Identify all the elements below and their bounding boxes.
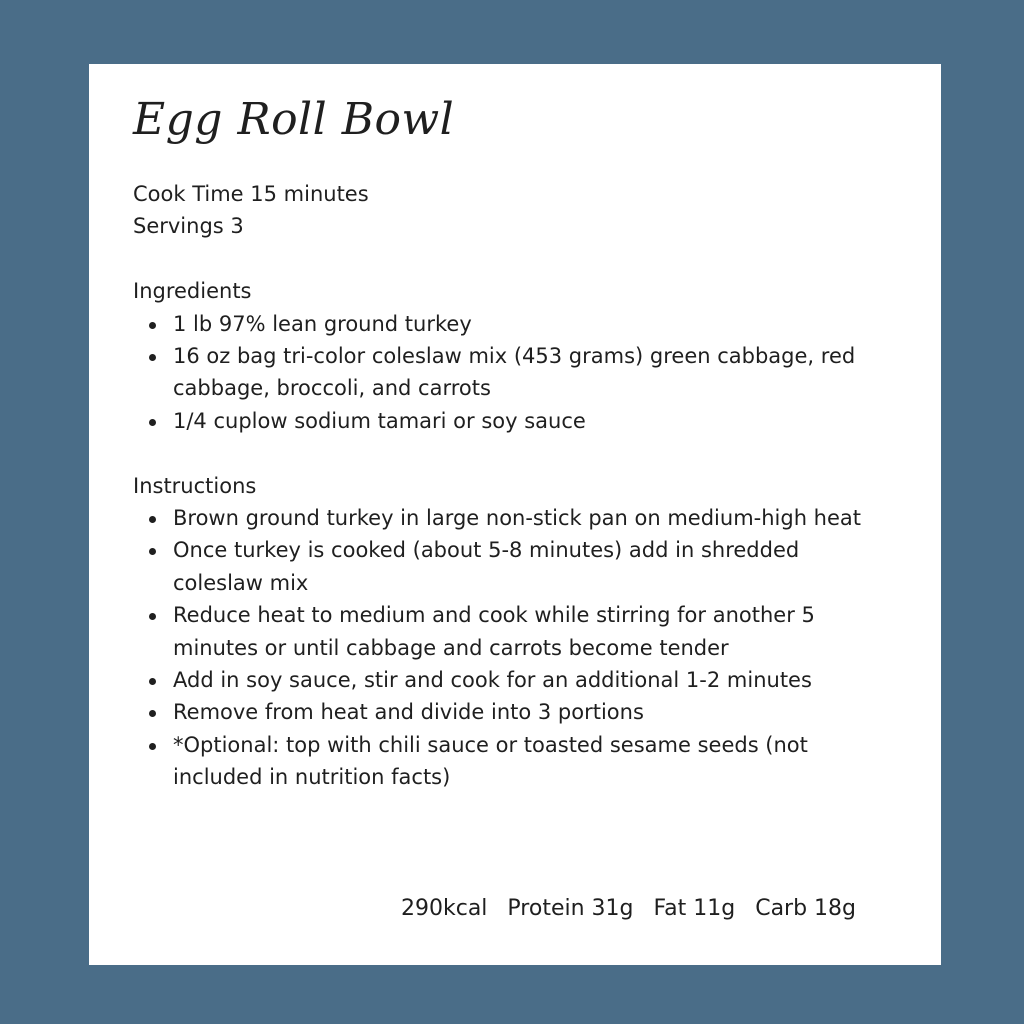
cook-time: Cook Time 15 minutes	[133, 182, 369, 206]
servings: Servings 3	[133, 214, 244, 239]
calories-value: 290kcal	[401, 896, 488, 921]
bullet-icon	[149, 613, 156, 620]
instructions-list	[133, 502, 893, 794]
instruction-text: Add in soy sauce, stir and cook for an additional 1-2 minutes	[173, 668, 812, 693]
instruction-text: Remove from heat and divide into 3 portions	[173, 700, 644, 725]
nutrition-facts	[401, 893, 856, 925]
instruction-item	[133, 696, 893, 728]
instruction-item	[133, 502, 893, 534]
instruction-text: Brown ground turkey in large non-stick pan on medium-high heat	[173, 506, 862, 531]
bullet-icon	[149, 548, 156, 555]
instructions-heading: Instructions	[133, 473, 257, 498]
carb-value: Carb 18g	[755, 896, 857, 921]
bullet-icon	[149, 322, 156, 329]
fat-value: Fat 11g	[653, 896, 736, 921]
section-spacer	[133, 437, 893, 469]
instruction-item	[133, 534, 893, 599]
instruction-text: *Optional: top with chili sauce or toasted sesame seeds (not included in nutrition facts)	[173, 732, 808, 790]
bullet-icon	[149, 516, 156, 523]
recipe-content	[133, 178, 893, 794]
ingredient-item	[133, 308, 893, 340]
ingredient-text: 1 lb 97% lean ground turkey	[173, 311, 472, 336]
instruction-item	[133, 729, 893, 794]
ingredients-heading: Ingredients	[133, 279, 252, 304]
protein-value: Protein 31g	[507, 896, 634, 921]
bullet-icon	[149, 678, 156, 685]
instruction-text: Once turkey is cooked (about 5-8 minutes) add in shredded coleslaw mix	[173, 538, 800, 595]
bullet-icon	[149, 419, 156, 426]
instruction-item	[133, 599, 893, 664]
recipe-card	[89, 64, 941, 965]
ingredient-item	[133, 340, 893, 405]
ingredient-text: 1/4 cuplow sodium tamari or soy sauce	[173, 408, 586, 433]
section-spacer	[133, 243, 893, 275]
ingredients-list	[133, 308, 893, 438]
instruction-text: Reduce heat to medium and cook while stirring for another 5 minutes or until cabbage and carrots become tender	[173, 603, 815, 660]
instruction-item	[133, 664, 893, 696]
ingredient-item	[133, 405, 893, 437]
ingredient-text: 16 oz bag tri-color coleslaw mix (453 grams) green cabbage, red cabbage, broccoli, and carrots	[173, 344, 856, 401]
bullet-icon	[149, 354, 156, 361]
recipe-title: Egg Roll Bowl	[133, 94, 455, 145]
bullet-icon	[149, 743, 156, 750]
bullet-icon	[149, 710, 156, 717]
